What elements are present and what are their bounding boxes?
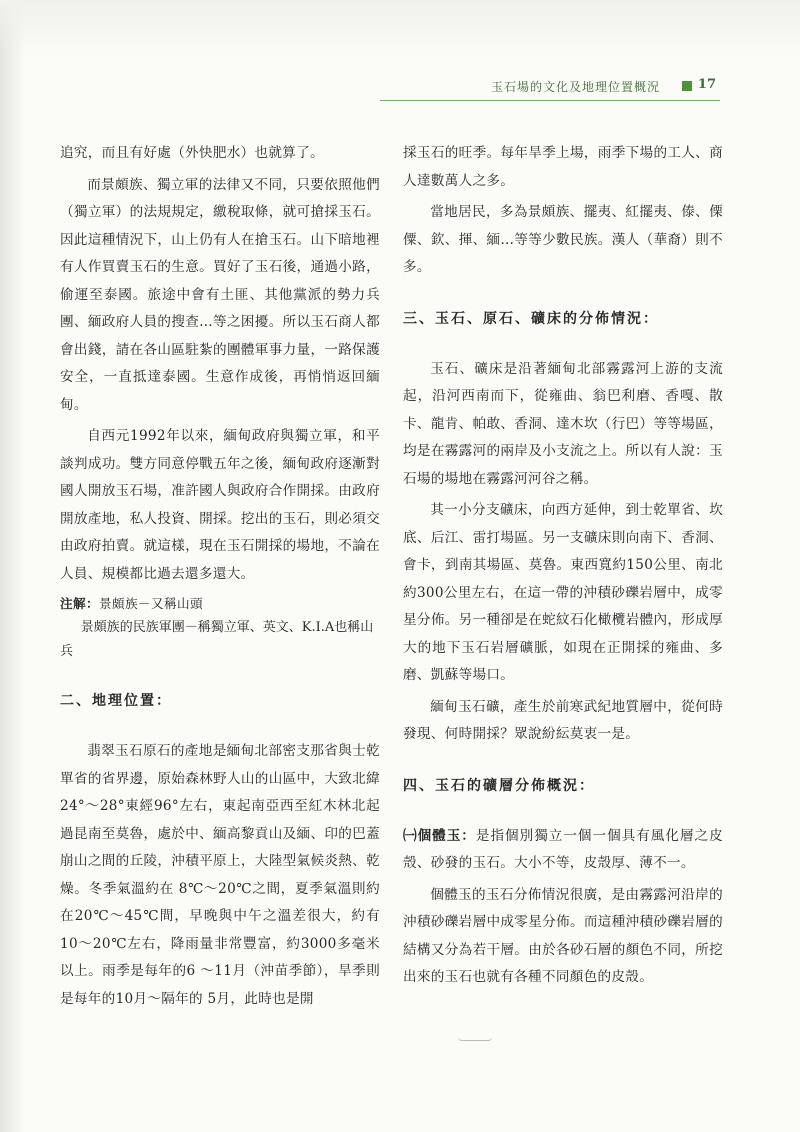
footnote-label: 注解： <box>60 596 99 611</box>
footnote-title <box>60 592 380 616</box>
footer-mark <box>458 1037 492 1041</box>
paragraph: 玉石、礦床是沿著緬甸北部霧露河上游的支流起，沿河西南而下，從雍曲、翁巴利磨、香嘎、散卡、龍肯、帕敢、香洞、達木坎（行巴）等等場區，均是在霧露河的兩岸及小支流之上。所以有人說：玉石場的場地在霧露河河谷之稱。 <box>403 360 723 487</box>
term-label: ㈠個體玉： <box>403 827 476 844</box>
footnote-body: 景頗族的民族軍團－稱獨立軍、英文、K.I.A也稱山兵 <box>60 620 374 659</box>
paragraph <box>403 823 723 878</box>
section-heading: 三、玉石、原石、礦床的分佈情況： <box>403 310 659 327</box>
page-number: 17 <box>697 77 716 92</box>
paragraph: 緬甸玉石礦，產生於前寒武紀地質層中，從何時發現、何時開採？眾說紛紜莫衷一是。 <box>403 698 723 742</box>
page-top-edge <box>0 0 800 58</box>
section-heading: 二、地理位置： <box>60 693 172 709</box>
running-header-title: 玉石場的文化及地理位置概況 <box>490 80 660 94</box>
left-column <box>60 140 380 1017</box>
paragraph: 採玉石的旺季。每年旱季上場，雨季下場的工人、商人達數萬人之多。 <box>403 145 723 189</box>
paragraph: 個體玉的玉石分佈情況很廣，是由霧露河沿岸的沖積砂礫岩層中成零星分佈。而這種沖積砂礫岩層的結構又分為若干層。由於各砂石層的顏色不同，所挖出來的玉石也就有各種不同顏色的皮殼。 <box>403 886 723 985</box>
page-gutter-shadow <box>0 0 26 1132</box>
running-header <box>380 78 720 101</box>
paragraph: 自西元1992年以來，緬甸政府與獨立軍，和平談判成功。雙方同意停戰五年之後，緬甸政府逐漸對國人開放玉石場，准許國人與政府合作開採。由政府開放產地，私人投資、開採。挖出的玉石，則必須交由政府拍賣。就這樣，現在玉石開採的場地，不論在人員、規模都比過去還多還大。 <box>60 428 380 582</box>
right-column <box>403 140 723 996</box>
paragraph: 追究，而且有好處（外快肥水）也就算了。 <box>60 145 324 161</box>
paragraph: 其一小分支礦床，向西方延伸，到士乾單省、坎底、后江、雷打場區。另一支礦床則向南下、香洞、會卡，到南其場區、莫魯。東西寬約150公里、南北約300公里左右，在這一帶的沖積砂礫岩層中，成零星分佈。另一種卻是在蛇紋石化橄欖岩體內，形成厚大的地下玉石岩層礦脈，如現在正開採的雍曲、多磨、凱蘇等場口。 <box>403 502 723 683</box>
term-definition: 是指個別獨立一個一個具有風化層之皮殼、砂發的玉石。大小不等，皮殼厚、薄不一。 <box>403 827 723 871</box>
paragraph: 而景頗族、獨立軍的法律又不同，只要依照他們（獨立軍）的法規規定，繳稅取條，就可搶採玉石。因此這種情況下，山上仍有人在搶玉石。山下暗地裡有人作買賣玉石的生意。買好了玉石後，通過小路，偷運至泰國。旅途中會有土匪、其他黨派的勢力兵團、緬政府人員的搜查…等之困擾。所以玉石商人都會出錢，請在各山區駐紮的團體軍事力量，一路保護安全，一直抵達泰國。生意作成後，再悄悄返回緬甸。 <box>60 176 380 413</box>
page-marker-square-icon <box>682 81 692 91</box>
footnote-heading: 景頗族－又稱山頭 <box>98 596 203 611</box>
paragraph: 當地居民，多為景頗族、擺夷、紅擺夷、傣、傈僳、欽、揮、緬…等等少數民族。漢人（華裔）則不多。 <box>403 204 723 275</box>
section-heading: 四、玉石的礦層分佈概況： <box>403 777 595 794</box>
paragraph: 翡翠玉石原石的產地是緬甸北部密支那省與士乾單省的省界邊，原始森林野人山的山區中，大致北緯24°～28°東經96°左右，東起南亞西至紅木林北起過昆南至莫魯，處於中、緬高黎貢山及緬、印的巴蓋崩山之間的丘陵，沖積平原上，大陸型氣候炎熱、乾燥。冬季氣溫約在 8℃～20℃之間，夏季氣溫則約在20℃～45℃間，早晚與中午之溫差很大，約有10～20℃左右，降雨量非常豐富，約3000多毫米以上。雨季是每年的6 ～11月（沖苗季節），旱季則是每年的10月～隔年的 5月，此時也是開 <box>60 743 380 1007</box>
